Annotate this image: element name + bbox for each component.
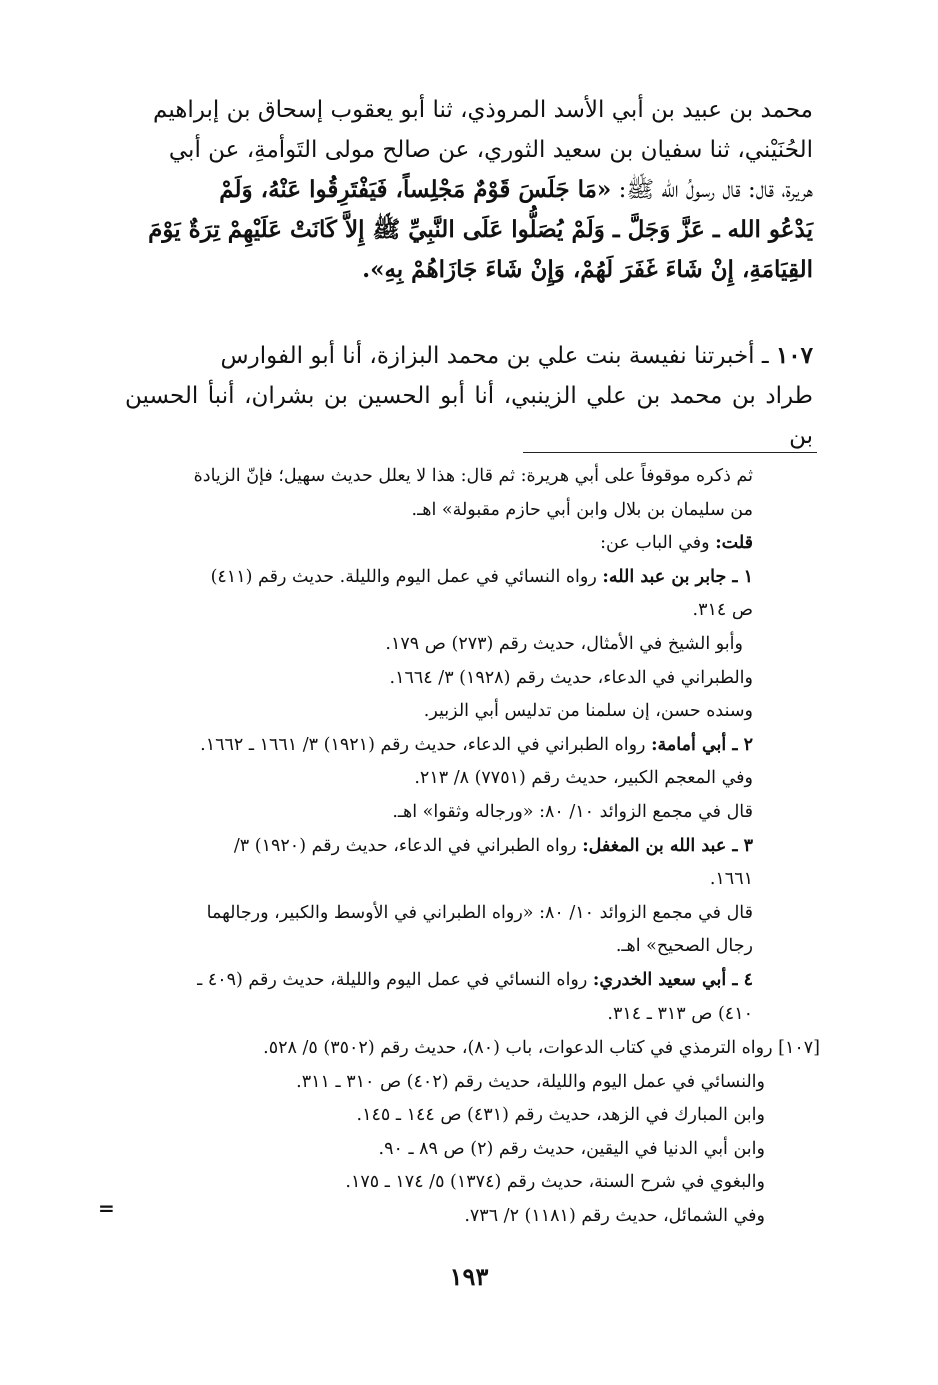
narration-intro: هريرة، قال: قال رسولُ الله ﷺ: — [611, 177, 813, 203]
reference-line: والبغوي في شرح السنة، حديث رقم (١٣٧٤) ٥/ ١٧٤ ـ ١٧٥. — [345, 1172, 765, 1192]
reference-line: [١٠٧] رواه الترمذي في كتاب الدعوات، باب (٨٠)، حديث رقم (٣٥٠٢) ٥/ ٥٢٨. — [263, 1038, 820, 1058]
footnote-line: رجال الصحيح» اهـ. — [615, 936, 753, 957]
footnote-line: ص ٣١٤. — [692, 600, 753, 621]
text-line: محمد بن عبيد بن أبي الأسد المروذي، ثنا أبو يعقوب إسحاق بن إبراهيم — [153, 97, 813, 123]
footnote-line — [118, 830, 813, 864]
footnote-line — [118, 561, 813, 595]
footnote-line: وأبو الشيخ في الأمثال، حديث رقم (٢٧٣) ص ١٧٩. — [385, 633, 743, 654]
footnote-line — [118, 729, 813, 763]
footnote-line: وفي المعجم الكبير، حديث رقم (٧٧٥١) ٨/ ٢١٣. — [414, 768, 753, 789]
footnote-label: ١ ـ جابر بن عبد الله: — [602, 566, 753, 587]
footnote-line: قال في مجمع الزوائد ١٠/ ٨٠: «ورجاله وثقوا» اهـ. — [392, 801, 753, 822]
hadith-107 — [125, 336, 813, 456]
footnote-line — [118, 964, 813, 998]
footnote-line: ٤١٠) ص ٣١٣ ـ ٣١٤. — [607, 1003, 753, 1024]
footnote-line: والطبراني في الدعاء، حديث رقم (١٩٢٨) ٣/ ١٦٦٤. — [389, 667, 753, 688]
reference-line: وابن المبارك في الزهد، حديث رقم (٤٣١) ص ١٤٤ ـ ١٤٥. — [356, 1105, 765, 1125]
footnote-line: قال في مجمع الزوائد ١٠/ ٨٠: «رواه الطبراني في الأوسط والكبير، ورجالهما — [206, 902, 753, 923]
footnote-text: رواه الطبراني في الدعاء، حديث رقم (١٩٢١) ٣/ ١٦٦١ ـ ١٦٦٢. — [200, 734, 652, 755]
footnote-label: قلت: — [715, 533, 753, 554]
hadith-number: ١٠٧ — [775, 342, 813, 369]
continuation-mark: = — [98, 1196, 115, 1220]
text-line: الحُنَيْني، ثنا سفيان بن سعيد الثوري، عن صالح مولى التَوأمةِ، عن أبي — [168, 137, 813, 163]
reference-line: وفي الشمائل، حديث رقم (١١٨١) ٢/ ٧٣٦. — [464, 1205, 765, 1226]
footnote-line: من سليمان بن بلال وابن أبي حازم مقبولة» اهـ. — [411, 499, 753, 520]
isnad-text: ـ أخبرتنا نفيسة بنت علي بن محمد البزازة، أنا أبو الفوارس — [220, 343, 776, 369]
footnote-label: ٣ ـ عبد الله بن المغفل: — [582, 835, 753, 856]
footnote-separator — [523, 452, 817, 453]
takhrij-references — [118, 1032, 820, 1233]
prophetic-quote-line: يَدْعُو الله ـ عَزَّ وَجَلَّ ـ وَلَمْ يُصَلُّوا عَلَى النَّبِيِّ ﷺ إِلاَّ كَانَتْ عَلَيْهِمْ تِرَةٌ يَوْمَ — [148, 216, 813, 243]
footnotes — [118, 460, 813, 1031]
footnote-label: ٢ ـ أبي أمامة: — [651, 734, 753, 755]
text-line — [125, 170, 813, 210]
footnote-line — [118, 527, 813, 561]
reference-line: والنسائي في عمل اليوم والليلة، حديث رقم (٤٠٢) ص ٣١٠ ـ ٣١١. — [296, 1071, 765, 1092]
footnote-text: رواه الطبراني في الدعاء، حديث رقم (١٩٢٠) ٣/ — [233, 835, 583, 856]
text-line — [125, 336, 813, 376]
footnote-text: رواه النسائي في عمل اليوم والليلة. حديث رقم (٤١١) — [210, 566, 603, 587]
prophetic-quote: «مَا جَلَسَ قَوْمٌ مَجْلِساً، فَيَفْتَرِقُوا عَنْهُ، وَلَمْ — [219, 176, 612, 203]
main-hadith-text — [125, 90, 813, 290]
footnote-line: ثم ذكره موقوفاً على أبي هريرة: ثم قال: هذا لا يعلل حديث سهيل؛ فإنّ الزيادة — [193, 466, 753, 486]
prophetic-quote-line: القِيَامَةِ، إِنْ شَاءَ غَفَرَ لَهُمْ، وَإِنْ شَاءَ جَازَاهُمْ بِهِ». — [362, 256, 813, 283]
footnote-line: ١٦٦١. — [709, 869, 753, 890]
footnote-text: رواه النسائي في عمل اليوم والليلة، حديث رقم (٤٠٩ ـ — [197, 969, 593, 990]
footnote-text: وفي الباب عن: — [600, 533, 716, 554]
page-number: ١٩٣ — [449, 1262, 489, 1291]
footnote-label: ٤ ـ أبي سعيد الخدري: — [592, 969, 753, 990]
footnote-line: وسنده حسن، إن سلمنا من تدليس أبي الزبير. — [423, 701, 753, 722]
reference-line: وابن أبي الدنيا في اليقين، حديث رقم (٢) ص ٨٩ ـ ٩٠. — [378, 1138, 765, 1159]
text-line: طراد بن محمد بن علي الزينبي، أنا أبو الحسين بن بشران، أنبأ الحسين بن — [125, 383, 813, 449]
